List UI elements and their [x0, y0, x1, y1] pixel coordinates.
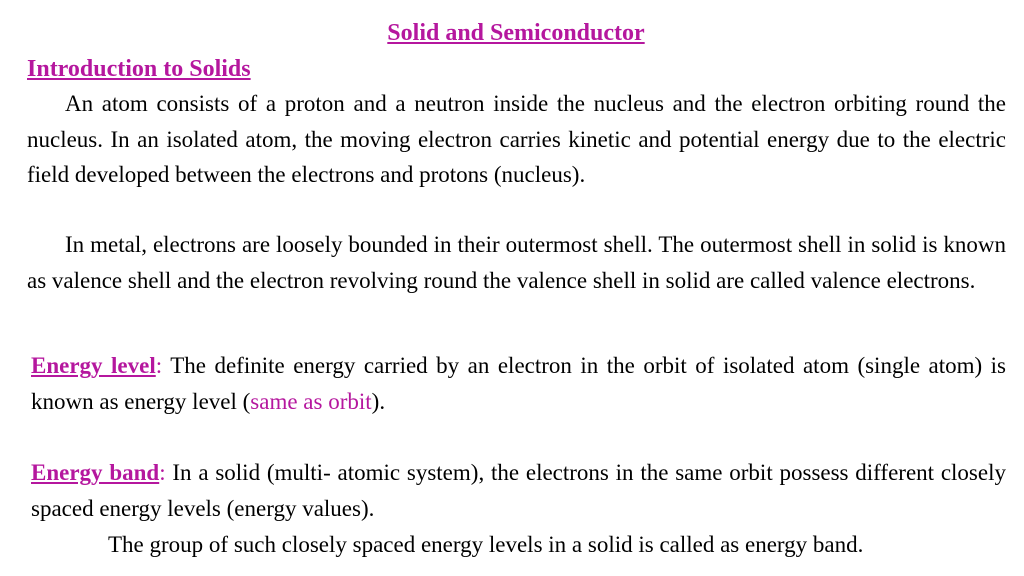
paragraph-metal: In metal, electrons are loosely bounded in their outermost shell. The outermost shell in solid is known as valence shell and the electron revolving round the valence shell in solid are called valence electrons. [27, 232, 1006, 293]
energy-band-closing-line: The group of such closely spaced energy levels in a solid is called as energy band. [108, 532, 864, 557]
energy-level-text: The definite energy carried by an electron in the orbit of isolated atom (single atom) is known as energy level ( [31, 353, 1007, 414]
energy-band-term: Energy band [31, 460, 160, 485]
page-title: Solid and Semiconductor [387, 20, 645, 46]
paragraph-atom: An atom consists of a proton and a neutron inside the nucleus and the electron orbiting round the nucleus. In an isolated atom, the moving electron carries kinetic and potential energy due to the electric field developed between the electrons and protons (nucleus). [27, 91, 1006, 187]
energy-level-text-end: ). [371, 388, 386, 414]
energy-level-highlight: same as orbit [250, 388, 372, 414]
energy-band-colon: : [159, 460, 166, 485]
energy-level-term: Energy level [31, 353, 156, 378]
energy-level-definition [31, 348, 1006, 419]
energy-band-text: In a solid (multi- atomic system), the electrons in the same orbit possess different closely spaced energy levels (energy values). [31, 460, 1006, 521]
energy-level-colon: : [155, 353, 163, 378]
section-heading: Introduction to Solids [27, 56, 251, 82]
energy-band-definition [31, 455, 1006, 526]
